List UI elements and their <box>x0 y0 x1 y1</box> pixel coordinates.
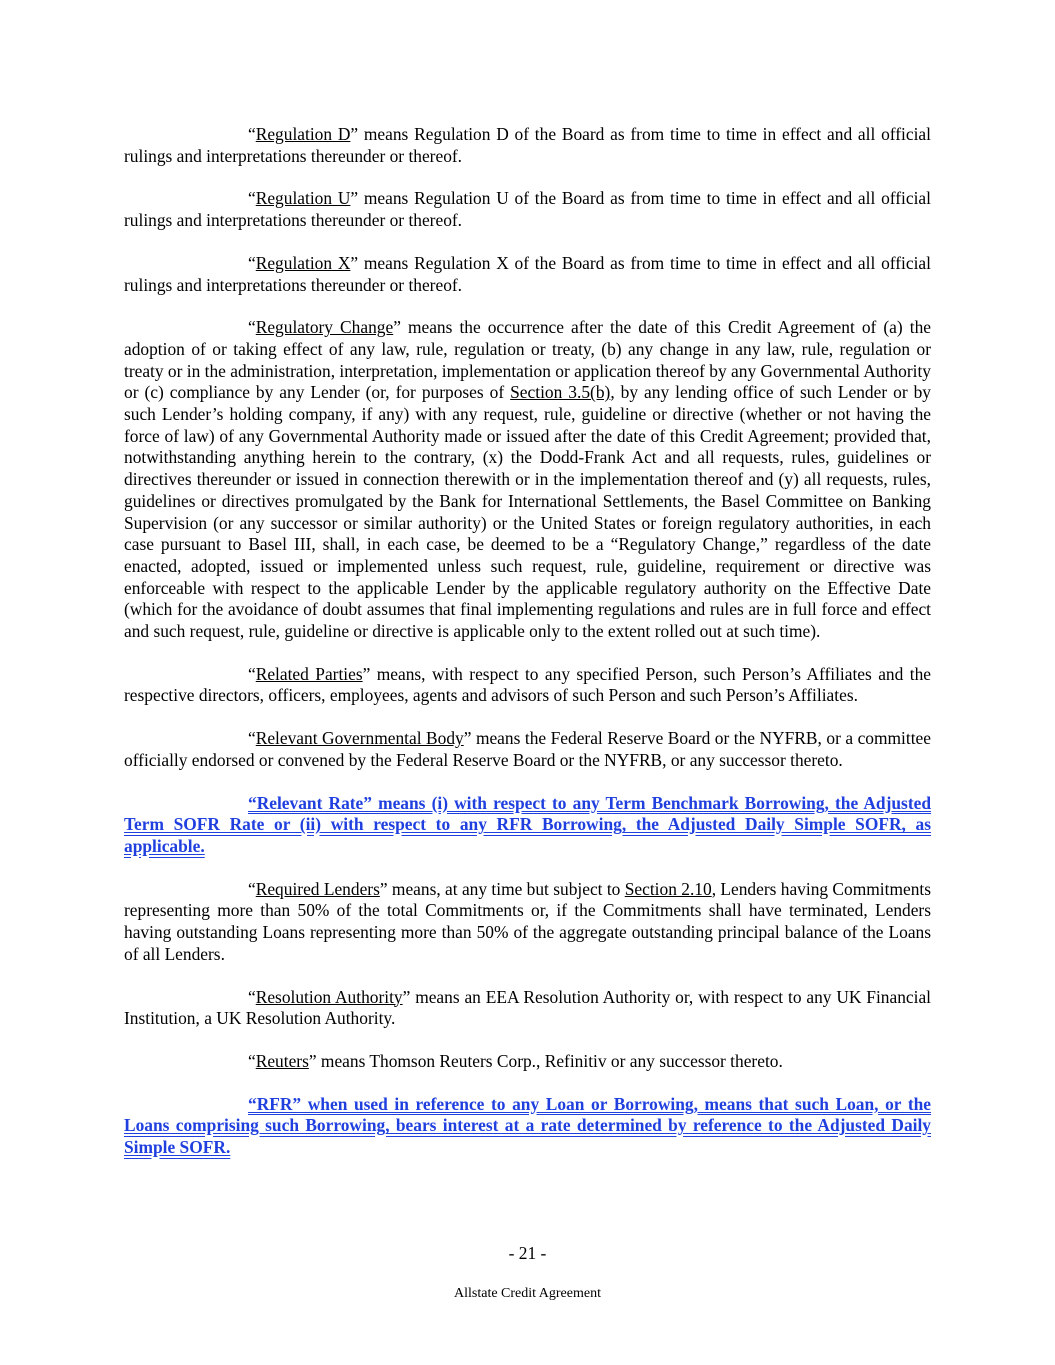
open-quote: “ <box>248 878 256 899</box>
definition-text: ” means, with respect to any specified Person, such Person’s Affiliates and the respective directors, officers, employees, agents and advisors of such Person and such Person’s Affiliates. <box>124 663 931 706</box>
open-quote: “ <box>248 663 256 684</box>
definition-rfr-inserted <box>124 1094 931 1159</box>
definition-related-parties <box>124 664 931 707</box>
open-quote: “ <box>248 252 256 273</box>
open-quote: “ <box>248 1050 256 1071</box>
open-quote: “ <box>248 317 256 338</box>
definition-text: ” means, at any time but subject to <box>379 878 625 899</box>
definition-regulation-u <box>124 188 931 231</box>
defined-term: Regulatory Change <box>255 317 394 338</box>
document-body <box>124 124 931 1180</box>
definition-regulation-x <box>124 253 931 296</box>
definition-relevant-rate-inserted <box>124 793 931 858</box>
open-quote: “ <box>248 124 256 144</box>
open-quote: “ <box>248 728 256 749</box>
definition-text: ” means Regulation D of the Board as from time to time in effect and all official rulings and interpretations thereunder or thereof. <box>124 124 931 166</box>
inserted-definition-text: “RFR” when used in reference to any Loan or Borrowing, means that such Loan, or the Loans comprising such Borrowing, bears interest at a rate determined by reference to the Adjusted Daily Simple SOFR. <box>124 1093 931 1158</box>
defined-term: Regulation U <box>255 188 351 209</box>
open-quote: “ <box>248 986 256 1007</box>
defined-term: Reuters <box>255 1050 309 1071</box>
section-cross-reference: Section 2.10 <box>624 878 712 899</box>
definition-regulatory-change <box>124 317 931 643</box>
document-footer: Allstate Credit Agreement <box>454 1286 601 1301</box>
definition-reuters <box>124 1051 931 1073</box>
definition-text: ” means an EEA Resolution Authority or, with respect to any UK Financial Institution, a UK Resolution Authority. <box>124 986 931 1029</box>
definition-text: , by any lending office of such Lender or by such Lender’s holding company, if any) with any request, rule, guideline or directive (whether or not having the force of law) of any Governmental Authority made or issued after the date of this Credit Agreement; provided that, notwithstanding anything herein to the contrary, (x) the Dodd-Frank Act and all requests, rules, guidelines or directives thereunder or issued in connection therewith or in the implementation thereof and (y) all requests, rules, guidelines or directives promulgated by the Bank for International Settlements, the Basel Committee on Banking Supervision (or any successor or similar authority) or the United States or foreign regulatory authorities, in each case pursuant to Basel III, shall, in each case, be deemed to be a “Regulatory Change,” regardless of the date enacted, adopted, issued or implemented unless such request, rule, guideline, requirement or directive was enforceable with respect to the applicable Lender by the applicable regulatory authority on the Effective Date (which for the avoidance of doubt assumes that final implementing regulations and rules are in full force and effect and such request, rule, guideline or directive is applicable only to the extent rolled out at such time). <box>124 382 931 642</box>
definition-text: ” means Thomson Reuters Corp., Refinitiv or any successor thereto. <box>308 1050 783 1071</box>
definition-regulation-d <box>124 124 931 167</box>
definition-resolution-authority <box>124 987 931 1030</box>
open-quote: “ <box>248 188 256 209</box>
defined-term: Regulation X <box>255 252 351 273</box>
page-number: - 21 - <box>508 1243 547 1263</box>
definition-text: ” means the occurrence after the date of this Credit Agreement of (a) the adoption of or taking effect of any law, rule, regulation or treaty, (b) any change in any law, rule, regulation or treaty or in the administration, interpretation, implementation or application thereof by any Governmental Authority or (c) compliance by any Lender (or, for purposes of <box>124 317 931 403</box>
defined-term: Regulation D <box>255 124 351 144</box>
defined-term: Required Lenders <box>255 878 380 899</box>
definition-required-lenders <box>124 879 931 966</box>
definition-text: ” means Regulation U of the Board as from time to time in effect and all official rulings and interpretations thereunder or thereof. <box>124 188 931 231</box>
definition-text: ” means the Federal Reserve Board or the NYFRB, or a committee officially endorsed or convened by the Federal Reserve Board or the NYFRB, or any successor thereto. <box>124 728 931 770</box>
defined-term: Resolution Authority <box>255 986 403 1007</box>
defined-term: Relevant Governmental Body <box>255 728 464 749</box>
defined-term: Related Parties <box>255 663 363 684</box>
section-cross-reference: Section 3.5(b) <box>510 382 611 403</box>
definition-text: , Lenders having Commitments representing more than 50% of the total Commitments or, if the Commitments shall have terminated, Lenders having outstanding Loans representing more than 50% of the aggregate outstanding principal balance of the Loans of all Lenders. <box>124 878 931 964</box>
inserted-definition-text: “Relevant Rate” means (i) with respect to any Term Benchmark Borrowing, the Adjusted Term SOFR Rate or (ii) with respect to any RFR Borrowing, the Adjusted Daily Simple SOFR, as applicable. <box>124 792 931 856</box>
definition-relevant-governmental-body <box>124 728 931 771</box>
definition-text: ” means Regulation X of the Board as from time to time in effect and all official rulings and interpretations thereunder or thereof. <box>124 252 931 295</box>
